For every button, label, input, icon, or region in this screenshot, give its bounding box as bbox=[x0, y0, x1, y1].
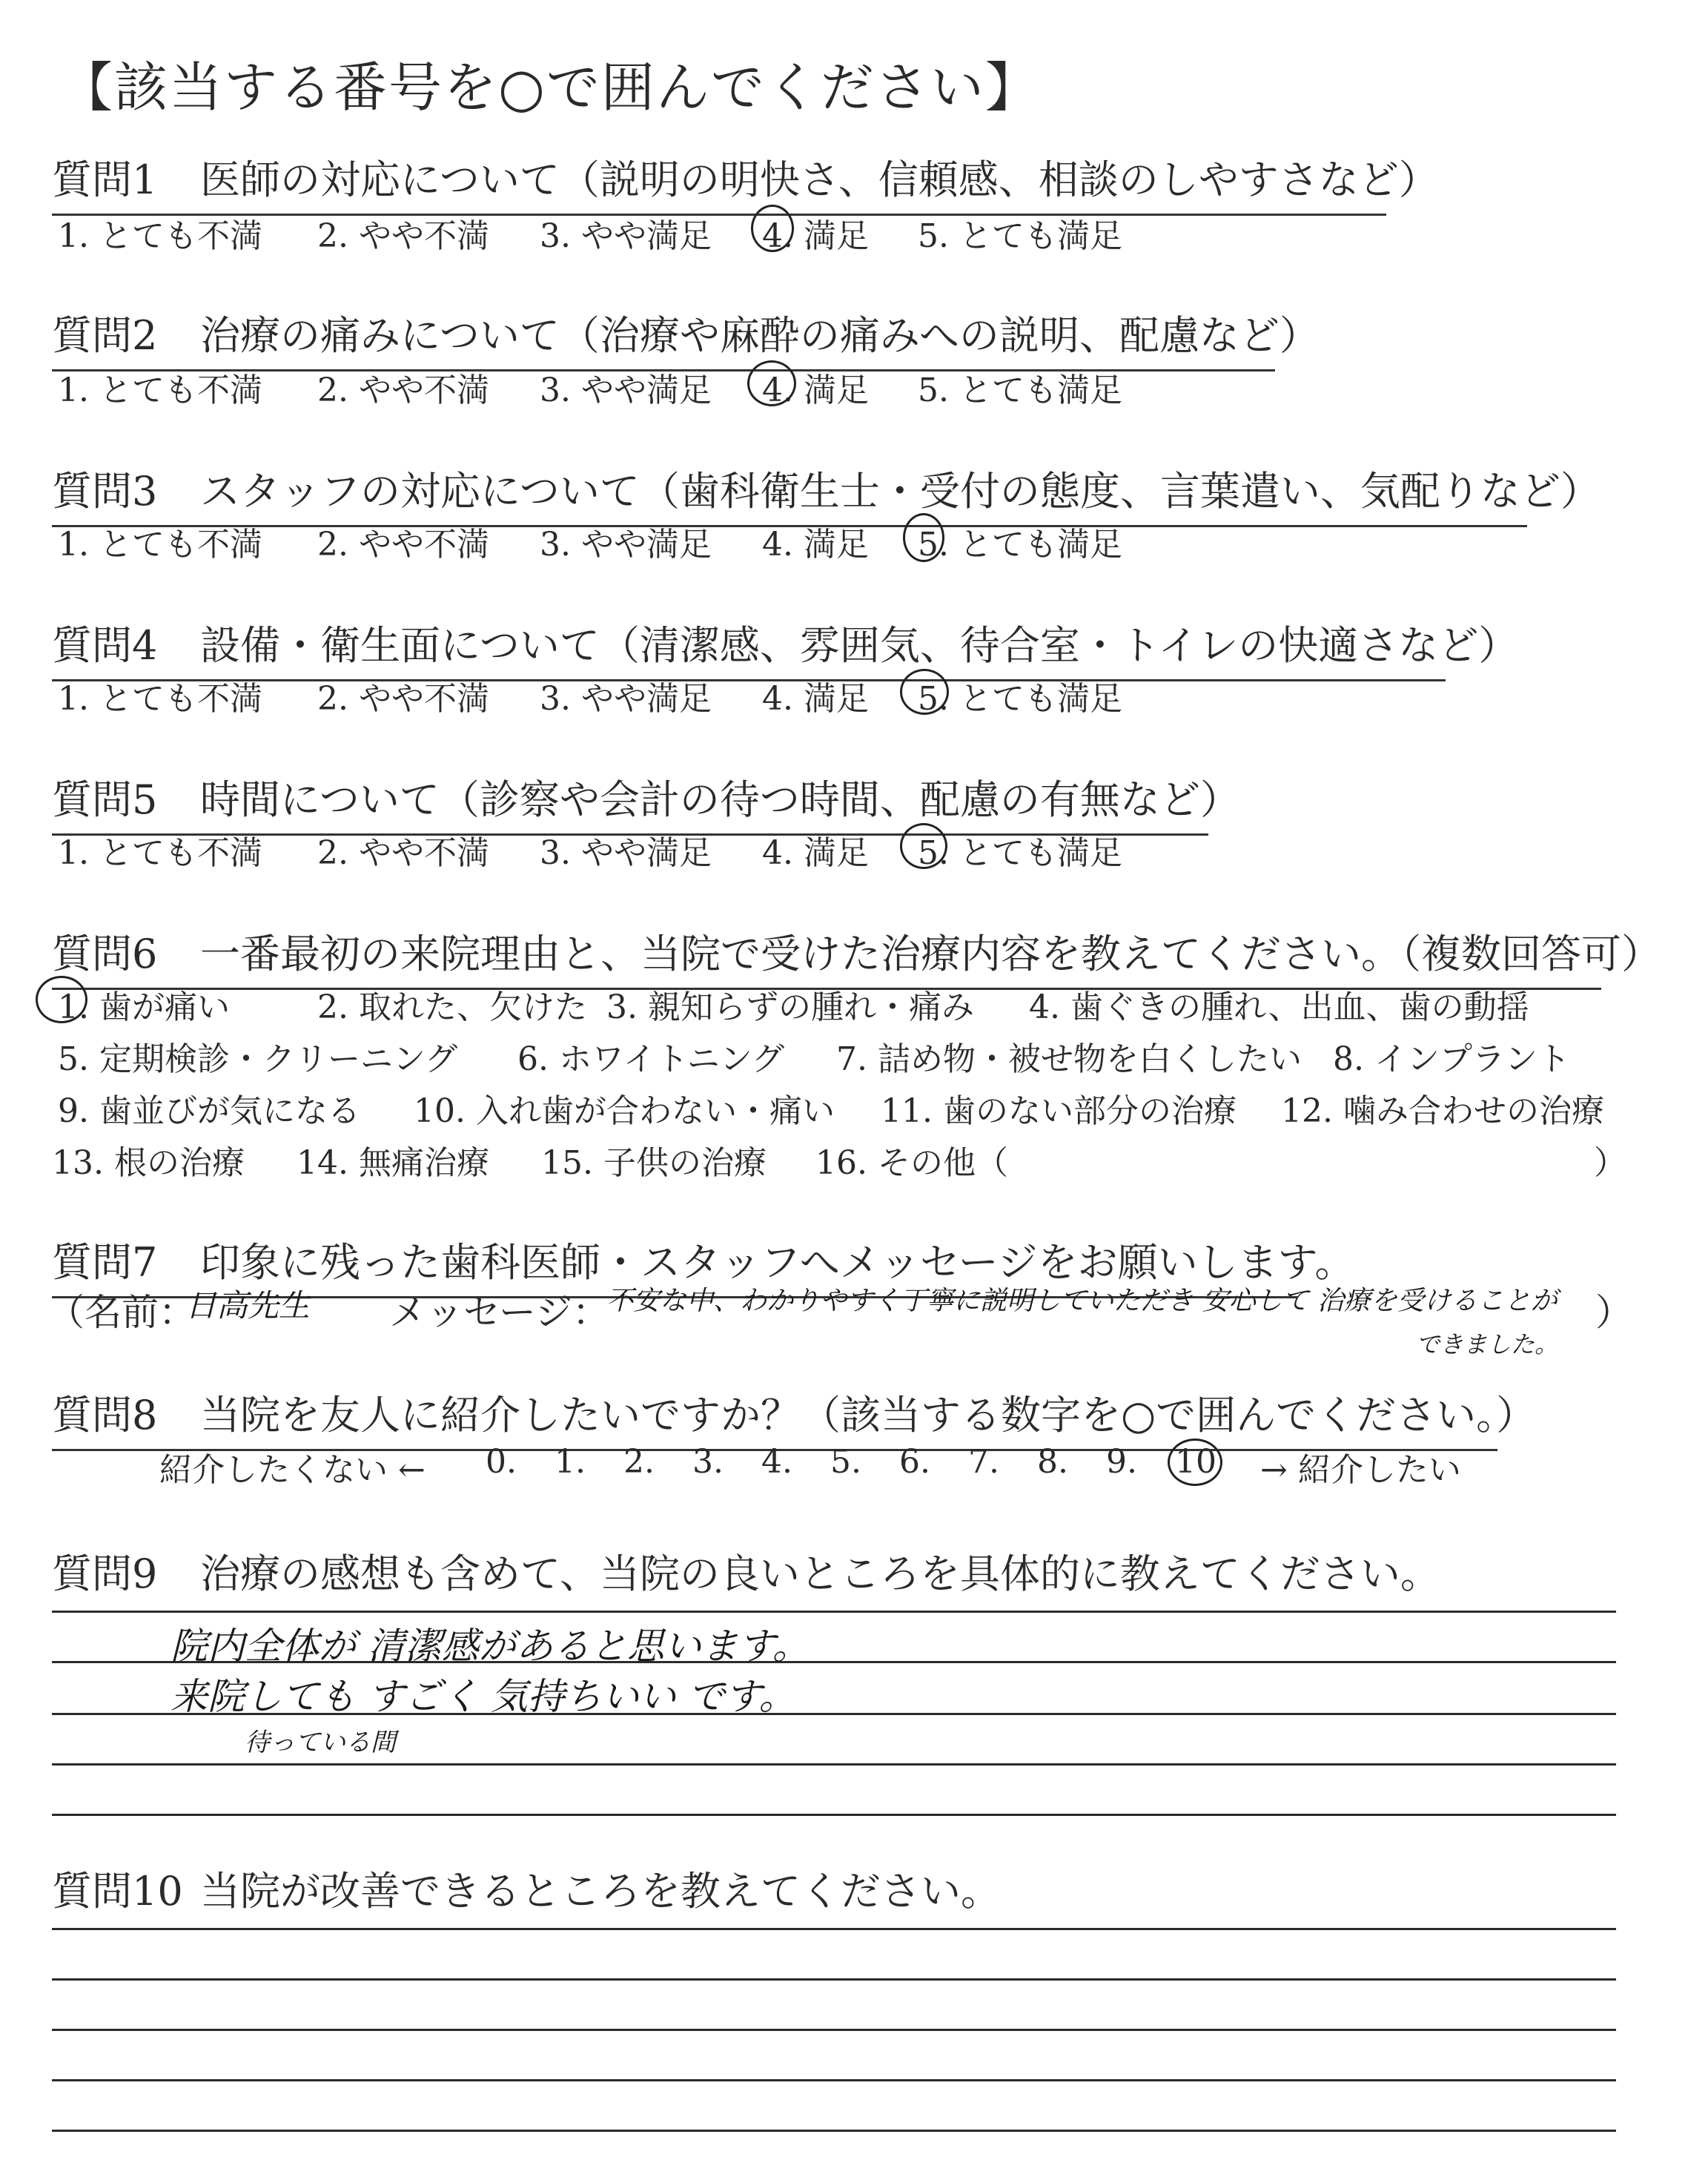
scale-number-7[interactable]: 7. bbox=[968, 1443, 999, 1481]
handwritten-message[interactable]: 不安な中、わかりやすく丁寧に説明していただき 安心して 治療を受けることが bbox=[606, 1286, 1558, 1316]
q6-option[interactable]: 12. 噛み合わせの治療 bbox=[1281, 1092, 1604, 1130]
option-3[interactable]: 3. やや満足 bbox=[540, 371, 712, 409]
scale-number-1[interactable]: 1. bbox=[555, 1443, 586, 1481]
option-2[interactable]: 2. やや不満 bbox=[317, 217, 489, 255]
question-text: 当院が改善できるところを教えてください。 bbox=[200, 1868, 1001, 1915]
question-6 bbox=[52, 922, 1661, 985]
scale-number-2[interactable]: 2. bbox=[623, 1443, 655, 1481]
question-text: 印象に残った歯科医師・スタッフへメッセージをお願いします。 bbox=[200, 1239, 1355, 1286]
question-number: 質問1 bbox=[52, 156, 158, 203]
answer-line bbox=[52, 1763, 1616, 1766]
option-3[interactable]: 3. やや満足 bbox=[540, 680, 712, 718]
question-3 bbox=[52, 460, 1601, 523]
q6-option[interactable]: 6. ホワイトニング bbox=[517, 1040, 785, 1078]
question-2 bbox=[52, 304, 1320, 367]
q6-option[interactable]: 15. 子供の治療 bbox=[541, 1144, 767, 1182]
q6-option[interactable]: 5. 定期検診・クリーニング bbox=[58, 1040, 458, 1078]
option-5[interactable]: 5. とても満足 bbox=[918, 217, 1122, 255]
question-text: 治療の痛みについて（治療や麻酔の痛みへの説明、配慮など） bbox=[200, 312, 1320, 359]
option-1[interactable]: 1. とても不満 bbox=[58, 217, 262, 255]
question-number: 質問10 bbox=[52, 1868, 183, 1915]
option-4[interactable]: 4. 満足 bbox=[762, 680, 869, 718]
option-5[interactable]: 5. とても満足 bbox=[918, 834, 1122, 872]
selection-circle bbox=[903, 513, 944, 562]
answer-line bbox=[52, 2029, 1616, 2031]
question-number: 質問5 bbox=[52, 776, 158, 823]
selection-circle bbox=[900, 823, 947, 869]
q6-option[interactable]: 13. 根の治療 bbox=[52, 1144, 245, 1182]
option-3[interactable]: 3. やや満足 bbox=[540, 834, 712, 872]
selection-circle bbox=[1168, 1439, 1222, 1486]
question-number: 質問8 bbox=[52, 1392, 158, 1439]
scale-number-3[interactable]: 3. bbox=[692, 1443, 724, 1481]
scale-number-4[interactable]: 4. bbox=[761, 1443, 792, 1481]
handwritten-name[interactable]: 日高先生 bbox=[185, 1287, 311, 1324]
question-1 bbox=[52, 148, 1439, 211]
selection-circle bbox=[751, 205, 794, 252]
close-paren: ） bbox=[1595, 1291, 1632, 1334]
handwritten-insertion[interactable]: 待っている間 bbox=[245, 1728, 396, 1757]
option-5[interactable]: 5. とても満足 bbox=[918, 371, 1122, 409]
handwritten-answer-line-1[interactable]: 院内全体が 清潔感があると思います。 bbox=[171, 1625, 810, 1668]
option-4[interactable]: 4. 満足 bbox=[762, 371, 869, 409]
question-number: 質問7 bbox=[52, 1239, 158, 1286]
question-5 bbox=[52, 768, 1240, 831]
q6-option-other[interactable]: 16. その他（ bbox=[815, 1144, 1008, 1182]
q6-option[interactable]: 14. 無痛治療 bbox=[297, 1144, 489, 1182]
question-text: 一番最初の来院理由と、当院で受けた治療内容を教えてください。（複数回答可） bbox=[200, 931, 1661, 977]
answer-line bbox=[52, 1978, 1616, 1981]
q6-option[interactable]: 1. 歯が痛い bbox=[58, 988, 230, 1026]
q6-option[interactable]: 8. インプラント bbox=[1333, 1040, 1570, 1078]
option-1[interactable]: 1. とても不満 bbox=[58, 834, 262, 872]
handwritten-message-continued[interactable]: できました。 bbox=[1416, 1330, 1559, 1358]
option-1[interactable]: 1. とても不満 bbox=[58, 526, 262, 564]
scale-number-5[interactable]: 5. bbox=[830, 1443, 861, 1481]
selection-circle bbox=[900, 669, 949, 715]
question-8 bbox=[52, 1384, 1536, 1447]
option-4[interactable]: 4. 満足 bbox=[762, 217, 869, 255]
option-1[interactable]: 1. とても不満 bbox=[58, 680, 262, 718]
option-4[interactable]: 4. 満足 bbox=[762, 526, 869, 564]
question-4 bbox=[52, 614, 1518, 677]
q6-option[interactable]: 4. 歯ぐきの腫れ、出血、歯の動揺 bbox=[1029, 988, 1529, 1026]
scale-right-label: → 紹介したい bbox=[1260, 1451, 1461, 1489]
name-label: （名前： bbox=[47, 1291, 196, 1334]
q6-option[interactable]: 2. 取れた、欠けた bbox=[317, 988, 587, 1026]
answer-line bbox=[52, 1814, 1616, 1816]
option-4[interactable]: 4. 満足 bbox=[762, 834, 869, 872]
selection-circle bbox=[36, 976, 87, 1023]
question-text: 治療の感想も含めて、当院の良いところを具体的に教えてください。 bbox=[200, 1550, 1440, 1597]
answer-line bbox=[52, 2079, 1616, 2081]
q6-option[interactable]: 10. 入れ歯が合わない・痛い bbox=[414, 1092, 835, 1130]
question-number: 質問9 bbox=[52, 1550, 158, 1597]
question-text: 当院を友人に紹介したいですか？（該当する数字を○で囲んでください。） bbox=[200, 1392, 1537, 1439]
option-5[interactable]: 5. とても満足 bbox=[918, 526, 1122, 564]
close-paren: ） bbox=[1594, 1144, 1626, 1182]
answer-line bbox=[52, 1928, 1616, 1930]
question-number: 質問6 bbox=[52, 931, 158, 977]
option-5[interactable]: 5. とても満足 bbox=[918, 680, 1122, 718]
option-2[interactable]: 2. やや不満 bbox=[317, 371, 489, 409]
q6-option[interactable]: 9. 歯並びが気になる bbox=[58, 1092, 360, 1130]
scale-number-0[interactable]: 0. bbox=[486, 1443, 517, 1481]
question-9 bbox=[52, 1542, 1440, 1605]
question-number: 質問4 bbox=[52, 622, 158, 669]
q6-option[interactable]: 7. 詰め物・被せ物を白くしたい bbox=[836, 1040, 1302, 1078]
scale-left-label: 紹介したくない ← bbox=[159, 1451, 426, 1489]
scale-number-9[interactable]: 9. bbox=[1106, 1443, 1137, 1481]
option-2[interactable]: 2. やや不満 bbox=[317, 526, 489, 564]
question-text: 医師の対応について（説明の明快さ、信頼感、相談のしやすさなど） bbox=[200, 156, 1439, 203]
q6-option[interactable]: 11. 歯のない部分の治療 bbox=[881, 1092, 1237, 1130]
instruction-heading: 【該当する番号を○で囲んでください】 bbox=[59, 56, 1040, 119]
answer-line bbox=[52, 2130, 1616, 2132]
question-number: 質問3 bbox=[52, 468, 158, 515]
handwritten-answer-line-2[interactable]: 来院しても すごく 気持ちいい です。 bbox=[171, 1675, 796, 1718]
selection-circle bbox=[747, 360, 796, 406]
option-1[interactable]: 1. とても不満 bbox=[58, 371, 262, 409]
question-text: スタッフの対応について（歯科衛生士・受付の態度、言葉遣い、気配りなど） bbox=[200, 468, 1601, 515]
scale-number-6[interactable]: 6. bbox=[899, 1443, 930, 1481]
scale-number-8[interactable]: 8. bbox=[1037, 1443, 1068, 1481]
q6-option[interactable]: 3. 親知らずの腫れ・痛み bbox=[606, 988, 974, 1026]
option-3[interactable]: 3. やや満足 bbox=[540, 217, 712, 255]
answer-line bbox=[52, 1611, 1616, 1613]
scale-number-10[interactable]: 10 bbox=[1175, 1443, 1217, 1481]
option-2[interactable]: 2. やや不満 bbox=[317, 680, 489, 718]
question-10 bbox=[52, 1860, 1001, 1923]
message-label-row bbox=[389, 1283, 609, 1336]
option-3[interactable]: 3. やや満足 bbox=[540, 526, 712, 564]
question-number: 質問2 bbox=[52, 312, 158, 359]
option-2[interactable]: 2. やや不満 bbox=[317, 834, 489, 872]
question-text: 時間について（診察や会計の待つ時間、配慮の有無など） bbox=[200, 776, 1240, 823]
q7-answer-row bbox=[47, 1283, 196, 1336]
message-label: メッセージ： bbox=[389, 1291, 609, 1334]
question-text: 設備・衛生面について（清潔感、雰囲気、待合室・トイレの快適さなど） bbox=[200, 622, 1519, 669]
